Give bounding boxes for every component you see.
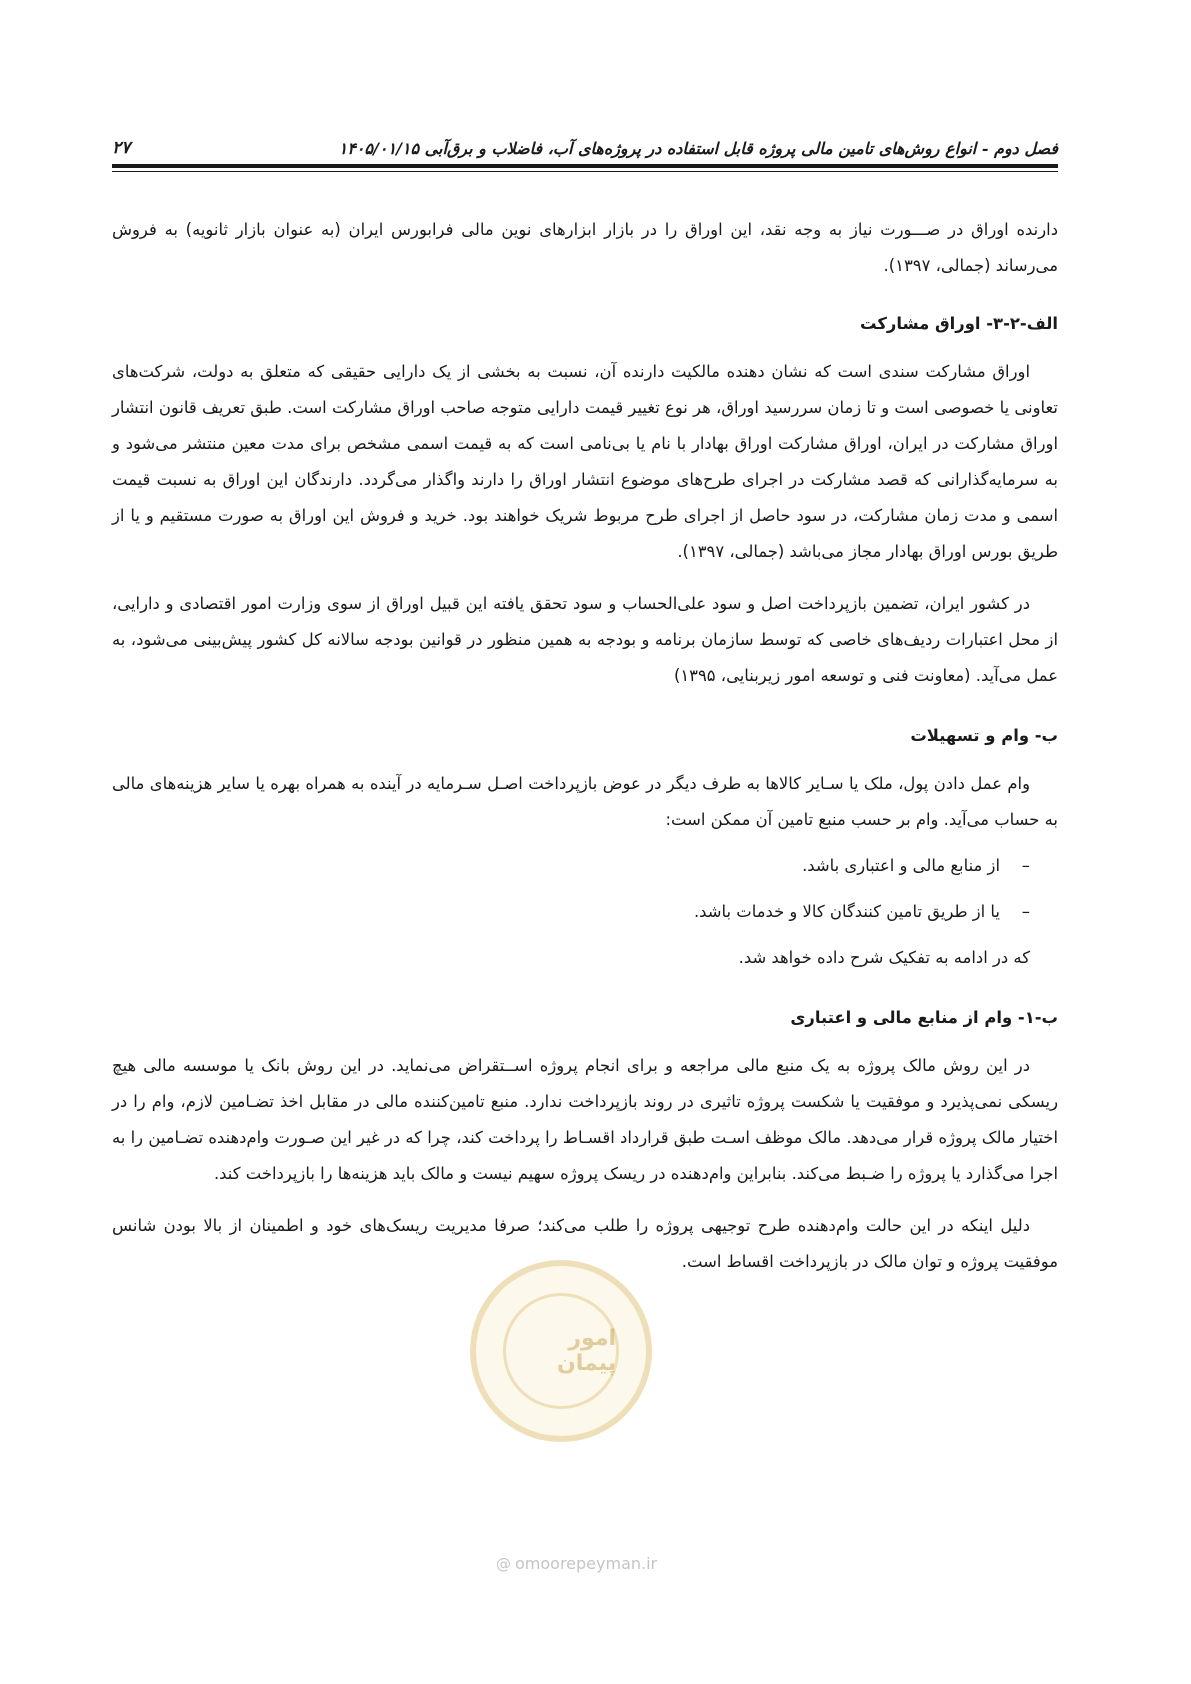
paragraph: اوراق مشارکت سندی است که نشان دهنده مالکیت دارنده آن، نسبت به بخشی از یک دارایی حقیقی که متعلق به دولت، شرکت‌های تعاونی یا خصوصی است و تا زمان سررسید اوراق، هر نوع تغییر قیمت دارایی متوجه صاحب اوراق مشارکت است. طبق تعریف قانون انتشار اوراق مشارکت در ایران، اوراق مشارکت اوراق بهادار با نام یا بی‌نامی است که به قیمت اسمی مشخص برای مدت معین منتشر می‌شود و به سرمایه‌گذارانی که قصد مشارکت در اجرای طرح‌های موضوع انتشار اوراق را دارند واگذار می‌گردد. دارندگان این اوراق به نسبت قیمت اسمی و مدت زمان مشارکت، در سود حاصل از اجرای طرح مربوط شریک خواهند بود. خرید و فروش این اوراق به صورت مستقیم و یا از طریق بورس اوراق بهادار مجاز می‌باشد (جمالی، ۱۳۹۷).	[112, 362, 1058, 561]
list-item-text: از منابع مالی و اعتباری باشد.	[802, 856, 1000, 875]
paragraph: در این روش مالک پروژه به یک منبع مالی مراجعه و برای انجام پروژه اســتقراض می‌نماید. در این روش بانک یا موسسه مالی هیچ ریسکی نمی‌پذیرد و موفقیت یا شکست پروژه تاثیری در روند بازپرداخت ندارد. منبع تامین‌کننده مالی در مقابل اخذ تضـامین لازم، وام را در اختیار مالک پروژه قرار می‌دهد. مالک موظف اسـت طبق قرارداد اقسـاط را پرداخت کند، چرا که در غیر این صـورت وام‌دهنده تضـامین را به اجرا می‌گذارد یا پروژه را ضـبط می‌کند. بنابراین وام‌دهنده در ریسک پروژه سهیم نیست و مالک باید هزینه‌ها را بازپرداخت کند.	[112, 1056, 1058, 1183]
running-title: فصل دوم - انواع روش‌های تامین مالی پروژه قابل استفاده در پروژه‌های آب، فاضلاب و برق‌آبی ۱۴۰۵/۰۱/۱۵	[338, 139, 1058, 158]
watermark-inner-ring	[503, 1293, 619, 1409]
section-heading: ب- وام و تسهیلات	[910, 726, 1058, 745]
header-rule-thin	[112, 171, 1058, 172]
watermark-text: امور پیمان	[556, 1326, 616, 1376]
paragraph: دارنده اوراق در صـــورت نیاز به وجه نقد، این اوراق را در بازار ابزارهای نوین مالی فرابورس ایران (به عنوان بازار ثانویه) به فروش می‌رساند (جمالی، ۱۳۹۷).	[112, 220, 1058, 275]
section-heading: ب-۱- وام از منابع مالی و اعتباری	[790, 1008, 1058, 1027]
page-number: ۲۷	[112, 138, 131, 158]
paragraph: دلیل اینکه در این حالت وام‌دهنده طرح توجیهی پروژه را طلب می‌کند؛ صرفا مدیریت ریسک‌های خود و اطمینان از بالا بودن شانس موفقیت پروژه و توان مالک در بازپرداخت اقساط است.	[112, 1216, 1058, 1271]
paragraph: در کشور ایران، تضمین بازپرداخت اصل و سود علی‌الحساب و سود تحقق یافته این قبیل اوراق از سوی وزارت امور اقتصادی و دارایی، از محل اعتبارات ردیف‌های خاصی که توسط سازمان برنامه و بودجه به همین منظور در قوانین بودجه سالانه کل کشور پیش‌بینی می‌شود، به عمل می‌آید. (معاونت فنی و توسعه امور زیربنایی، ۱۳۹۵)	[112, 594, 1058, 685]
header-rule-thick	[112, 164, 1058, 168]
list-item	[112, 848, 1030, 884]
bullet-list	[112, 848, 1058, 930]
dash-bullet-icon: –	[1021, 902, 1030, 921]
list-item-text: یا از طریق تامین کنندگان کالا و خدمات باشد.	[693, 902, 1000, 921]
paragraph: وام عمل دادن پول، ملک یا سـایر کالاها به طرف دیگر در عوض بازپرداخت اصـل سـرمایه در آینده به همراه بهره یا سایر هزینه‌های مالی به حساب می‌آید. وام بر حسب منبع تامین آن ممکن است:	[112, 774, 1058, 829]
list-item	[112, 894, 1030, 930]
section-heading: الف-۲-۳- اوراق مشارکت	[860, 314, 1058, 333]
at-sign-icon: @	[496, 1554, 511, 1573]
page-header	[112, 128, 1058, 158]
site-watermark	[496, 1554, 657, 1573]
document-body	[112, 212, 1058, 1296]
site-watermark-text: omoorepeyman.ir	[515, 1554, 658, 1573]
dash-bullet-icon: –	[1021, 856, 1030, 875]
paragraph: که در ادامه به تفکیک شرح داده خواهد شد.	[738, 948, 1030, 967]
